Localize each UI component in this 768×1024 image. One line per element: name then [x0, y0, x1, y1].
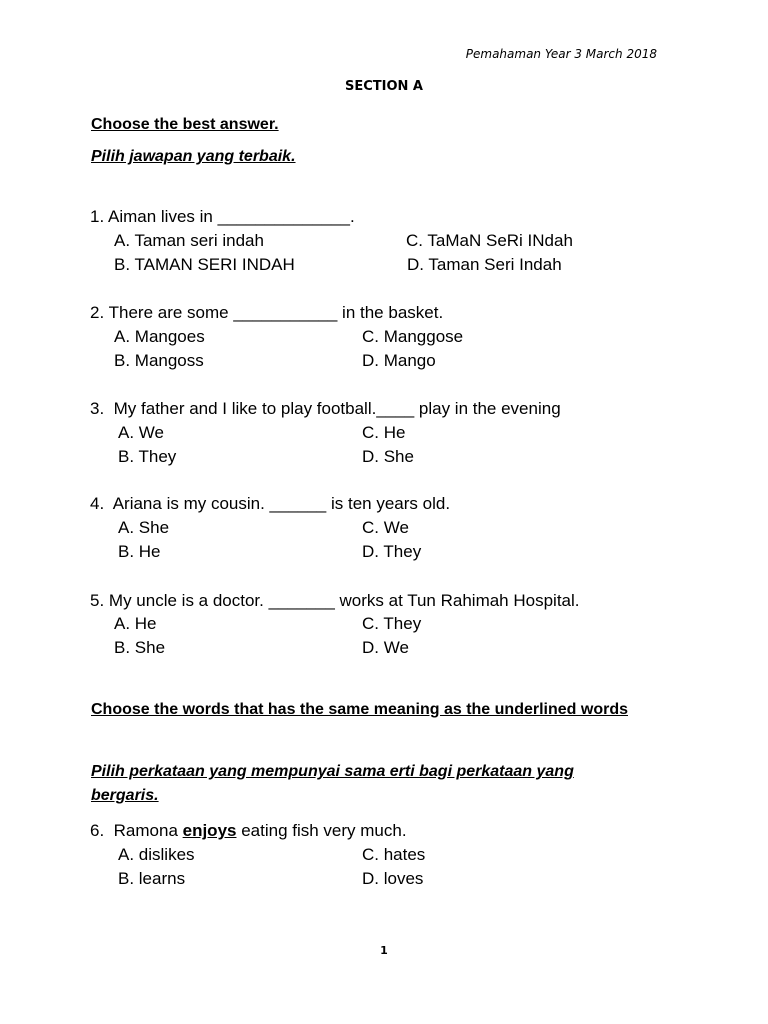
option-b: B. They — [118, 447, 177, 466]
option-a: A. Mangoes — [114, 327, 205, 346]
option-d: D. They — [362, 542, 422, 561]
option-d: D. We — [362, 638, 409, 657]
option-d: D. Taman Seri Indah — [407, 255, 562, 274]
option-a: A. We — [118, 423, 164, 442]
instruction-malay: Pilih jawapan yang terbaik. — [91, 148, 296, 165]
option-a: A. dislikes — [118, 845, 195, 864]
option-c: C. He — [362, 423, 406, 442]
option-c: C. hates — [362, 845, 426, 864]
instruction-english-2: Choose the words that has the same meaning as the underlined words — [91, 701, 628, 718]
question-text: There are some ___________ in the basket. — [108, 303, 444, 322]
option-b: B. Mangoss — [114, 351, 204, 370]
question-number: 6. — [90, 821, 105, 840]
question-text: My father and I like to play football.____ play in the evening — [113, 399, 561, 418]
option-b: B. TAMAN SERI INDAH — [114, 255, 295, 274]
option-a: A. He — [114, 614, 157, 633]
option-b: B. learns — [118, 869, 186, 888]
question-text: Ariana is my cousin. ______ is ten years old. — [112, 494, 451, 513]
question-text-after: eating fish very much. — [236, 821, 407, 840]
header-note: Pemahaman Year 3 March 2018 — [465, 47, 657, 61]
instruction-english: Choose the best answer. — [91, 116, 279, 133]
question-1 — [90, 205, 355, 229]
question-4 — [90, 492, 450, 516]
question-6 — [90, 819, 407, 843]
question-5 — [90, 589, 580, 613]
option-d: D. Mango — [362, 351, 436, 370]
question-number: 4. — [90, 494, 105, 513]
question-number: 5. — [90, 591, 105, 610]
instruction-malay-2: Pilih perkataan yang mempunyai sama erti bagi perkataan yang bergaris. — [91, 763, 574, 804]
option-b: B. She — [114, 638, 166, 657]
question-number: 2. — [90, 303, 105, 322]
option-c: C. TaMaN SeRi INdah — [406, 231, 573, 250]
underlined-word: enjoys — [182, 821, 237, 840]
option-a: A. She — [118, 518, 170, 537]
option-b: B. He — [118, 542, 161, 561]
question-text-before: Ramona — [113, 821, 183, 840]
option-a: A. Taman seri indah — [114, 231, 264, 250]
question-number: 1. — [90, 207, 105, 226]
page-number: 1 — [380, 944, 388, 957]
question-text: My uncle is a doctor. _______ works at Tun Rahimah Hospital. — [108, 591, 580, 610]
option-d: D. loves — [362, 869, 424, 888]
question-number: 3. — [90, 399, 105, 418]
option-c: C. Manggose — [362, 327, 464, 346]
option-c: C. We — [362, 518, 409, 537]
question-text: Aiman lives in ______________. — [107, 207, 355, 226]
question-2 — [90, 301, 443, 325]
question-3 — [90, 397, 561, 421]
option-c: C. They — [362, 614, 422, 633]
option-d: D. She — [362, 447, 414, 466]
section-title: SECTION A — [344, 79, 423, 94]
